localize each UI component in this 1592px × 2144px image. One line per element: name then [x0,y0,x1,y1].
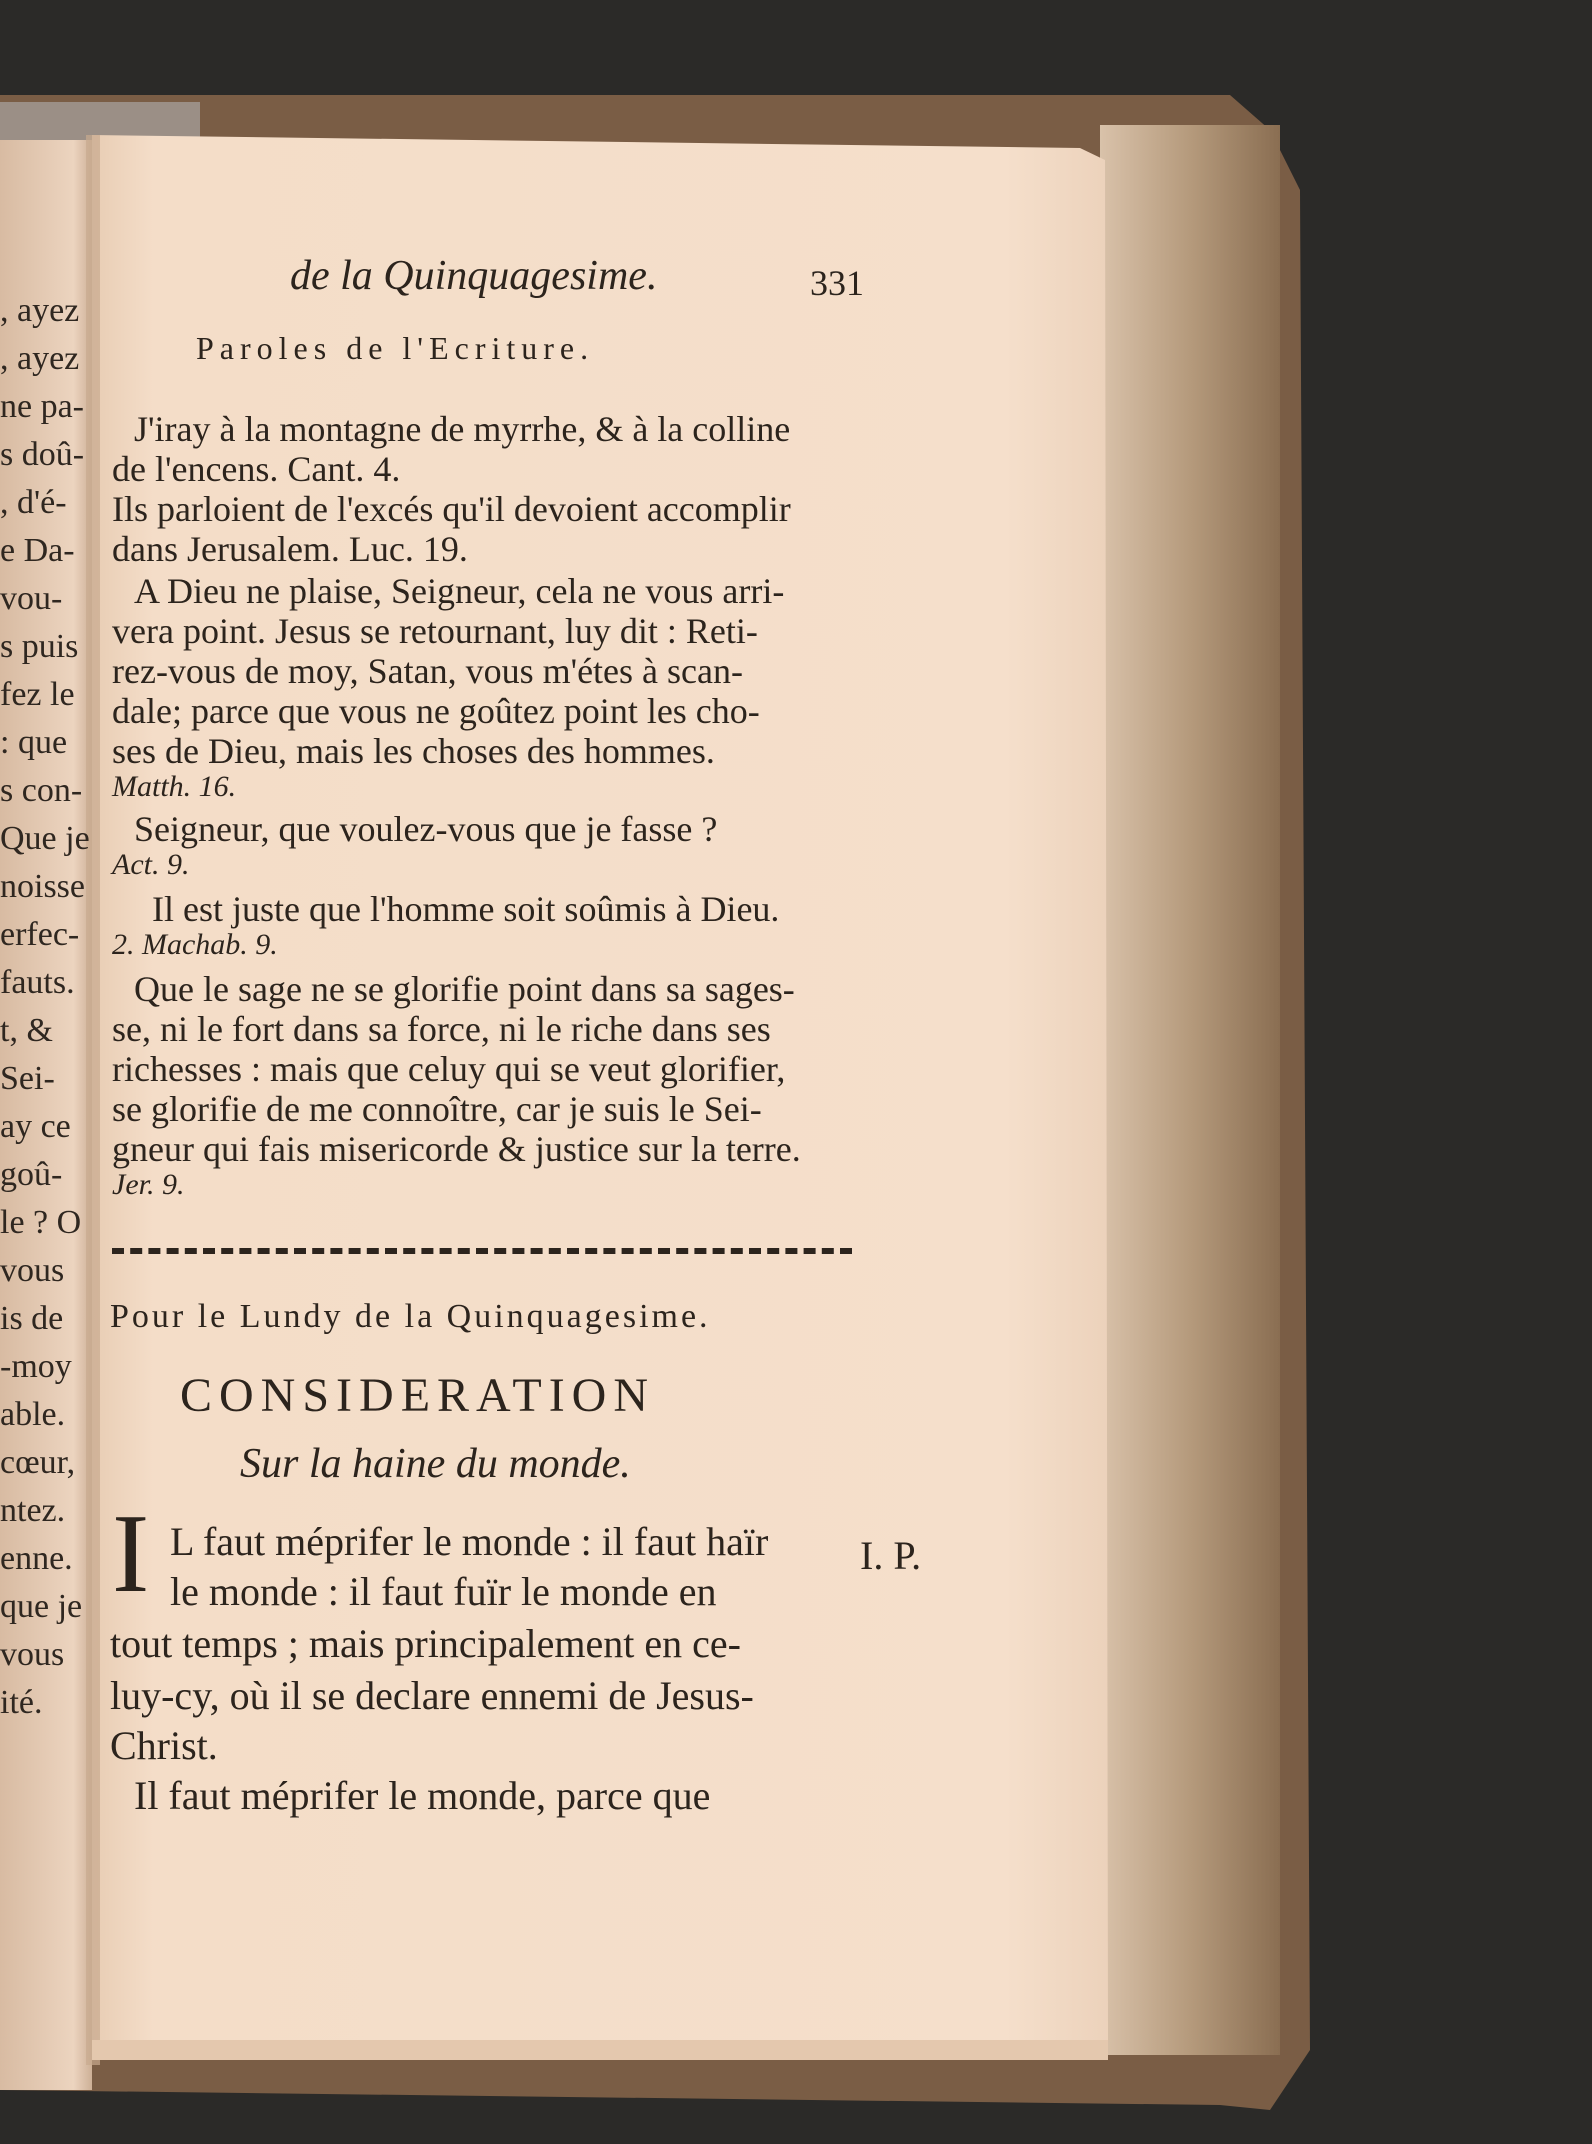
left-page-fragment: ne pa- [0,388,85,425]
left-page-fragment: s con- [0,772,83,809]
left-page-fragment: Sei- [0,1060,55,1097]
running-head-title: de la Quinquagesime. [290,253,658,299]
section-rule [112,1248,852,1254]
body-line: tout temps ; mais principalement en ce- [110,1621,741,1666]
scripture-line: vera point. Jesus se retournant, luy dit : Reti- [112,611,758,651]
scripture-line: Jer. 9. [112,1168,185,1201]
consideration-subtitle: Sur la haine du monde. [240,1441,631,1487]
left-page-fragment: : que [0,724,68,761]
left-page-fragment: vous [0,1252,65,1289]
left-page-fragment: cœur, [0,1444,76,1481]
body-line: Il faut méprifer le monde, parce que [134,1773,711,1818]
scripture-line: Seigneur, que voulez-vous que je fasse ? [134,809,718,849]
page-number: 331 [810,263,864,303]
scripture-line: se glorifie de me connoître, car je suis le Sei- [112,1089,762,1129]
scripture-line: Il est juste que l'homme soit soûmis à Dieu. [152,889,780,929]
scripture-line: Act. 9. [112,848,190,881]
scripture-line: Matth. 16. [112,770,237,803]
body-line: Christ. [110,1723,218,1768]
margin-note: I. P. [860,1533,922,1578]
left-page-fragment: noisse [0,868,85,905]
scripture-line: J'iray à la montagne de myrrhe, & à la colline [134,409,791,449]
left-page-fragment: vous [0,1636,65,1673]
scripture-line: dans Jerusalem. Luc. 19. [112,529,468,569]
day-heading: Pour le Lundy de la Quinquagesime. [110,1298,711,1335]
left-page-fragment: ité. [0,1684,43,1721]
left-page-fragment: vou- [0,580,63,617]
left-page-fragment: -moy [0,1348,72,1385]
body-line: luy-cy, où il se declare ennemi de Jesus- [110,1673,754,1718]
scripture-line: gneur qui fais misericorde & justice sur la terre. [112,1129,801,1169]
scripture-line: dale; parce que vous ne goûtez point les cho- [112,691,760,731]
left-page-fragment: erfec- [0,916,80,953]
section-heading: Paroles de l'Ecriture. [196,330,595,366]
left-page-fragment: , ayez [0,292,80,329]
left-page-fragment: is de [0,1300,64,1337]
left-page-fragment: le ? O [0,1204,82,1241]
consideration-title: CONSIDERATION [180,1369,655,1422]
scripture-line: se, ni le fort dans sa force, ni le riche dans ses [112,1009,771,1049]
scripture-line: Ils parloient de l'excés qu'il devoient accomplir [112,489,791,529]
scripture-line: A Dieu ne plaise, Seigneur, cela ne vous arri- [134,571,785,611]
left-page-fragment: s doû- [0,436,85,473]
left-page-fragment: , ayez [0,340,80,377]
left-page-fragment: s puis [0,628,79,665]
left-page-fragment: que je [0,1588,83,1625]
left-page-fragment: able. [0,1396,66,1433]
left-page-fragment: ntez. [0,1492,66,1529]
body-line: L faut méprifer le monde : il faut haïr [170,1519,769,1564]
left-page-fragment: enne. [0,1540,73,1577]
left-page-fragment: goû- [0,1156,63,1193]
left-page-fragment: fez le [0,676,75,713]
scripture-line: richesses : mais que celuy qui se veut glorifier, [112,1049,786,1089]
scripture-line: 2. Machab. 9. [112,928,278,961]
left-page-fragment: , d'é- [0,484,67,521]
scripture-line: Que le sage ne se glorifie point dans sa sages- [134,969,795,1009]
left-page-fragment: ay ce [0,1108,71,1145]
drop-capital: I [112,1492,150,1616]
left-page-fragment: fauts. [0,964,75,1001]
left-page-fragment: t, & [0,1012,53,1049]
scripture-line: de l'encens. Cant. 4. [112,449,401,489]
left-page-fragment: Que je [0,820,90,857]
scripture-line: rez-vous de moy, Satan, vous m'étes à scan- [112,651,743,691]
body-line: le monde : il faut fuïr le monde en [170,1569,717,1614]
left-page-fragment: e Da- [0,532,75,569]
scripture-line: ses de Dieu, mais les choses des hommes. [112,731,715,771]
